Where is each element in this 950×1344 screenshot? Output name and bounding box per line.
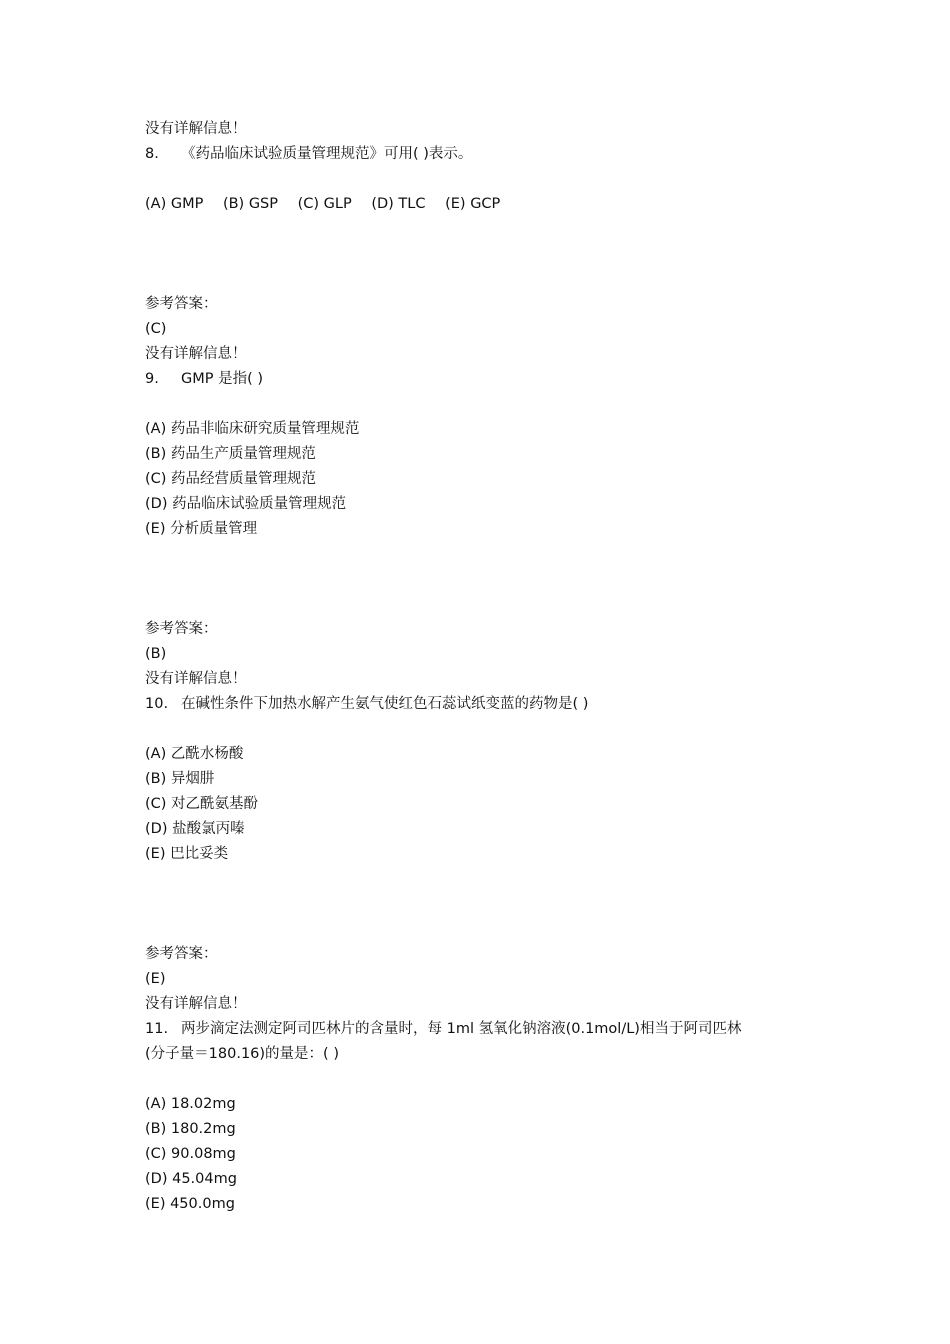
option-b: (B) GSP	[222, 196, 279, 212]
answer-value: (B)	[145, 646, 167, 662]
option-c: (C) GLP	[297, 196, 352, 212]
answer-label: 参考答案：	[145, 621, 218, 637]
option-b: (B) 异烟肼	[145, 771, 215, 787]
question-text: 在碱性条件下加热水解产生氨气使红色石蕊试纸变蓝的药物是( )	[181, 696, 589, 712]
option-d: (D) 盐酸氯丙嗪	[145, 821, 245, 837]
document-page	[145, 117, 825, 1217]
question-9	[145, 367, 825, 392]
option-e: (E) 分析质量管理	[145, 521, 258, 537]
question-11	[145, 1017, 825, 1042]
question-8-options	[145, 192, 825, 217]
option-e: (E) 巴比妥类	[145, 846, 229, 862]
question-8	[145, 142, 825, 167]
answer-label: 参考答案：	[145, 946, 218, 962]
option-d: (D) TLC	[371, 196, 426, 212]
question-number: 10.	[145, 696, 169, 712]
question-text: 两步滴定法测定阿司匹林片的含量时，每 1ml 氢氧化钠溶液(0.1mol/L)相当于阿司匹林	[181, 1021, 742, 1037]
no-detail-text: 没有详解信息！	[145, 671, 247, 687]
question-text: GMP 是指( )	[181, 371, 264, 387]
no-detail-text: 没有详解信息！	[145, 346, 247, 362]
no-detail-text: 没有详解信息！	[145, 996, 247, 1012]
option-c: (C) 对乙酰氨基酚	[145, 796, 259, 812]
answer-value: (E)	[145, 971, 166, 987]
question-text: 《药品临床试验质量管理规范》可用( )表示。	[181, 146, 473, 162]
option-b: (B) 药品生产质量管理规范	[145, 446, 316, 462]
option-a: (A) 18.02mg	[145, 1096, 236, 1112]
question-number: 8.	[145, 146, 159, 162]
option-a: (A) 乙酰水杨酸	[145, 746, 244, 762]
option-c: (C) 药品经营质量管理规范	[145, 471, 317, 487]
option-a: (A) GMP	[145, 196, 204, 212]
question-10	[145, 692, 825, 717]
question-number: 9.	[145, 371, 159, 387]
option-b: (B) 180.2mg	[145, 1121, 236, 1137]
question-text-continued: (分子量＝180.16)的量是：( )	[145, 1046, 339, 1062]
question-number: 11.	[145, 1021, 169, 1037]
option-e: (E) GCP	[445, 196, 501, 212]
option-a: (A) 药品非临床研究质量管理规范	[145, 421, 360, 437]
option-d: (D) 45.04mg	[145, 1171, 237, 1187]
option-c: (C) 90.08mg	[145, 1146, 236, 1162]
answer-label: 参考答案：	[145, 296, 218, 312]
option-d: (D) 药品临床试验质量管理规范	[145, 496, 347, 512]
no-detail-text: 没有详解信息！	[145, 121, 247, 137]
option-e: (E) 450.0mg	[145, 1196, 235, 1212]
answer-value: (C)	[145, 321, 167, 337]
